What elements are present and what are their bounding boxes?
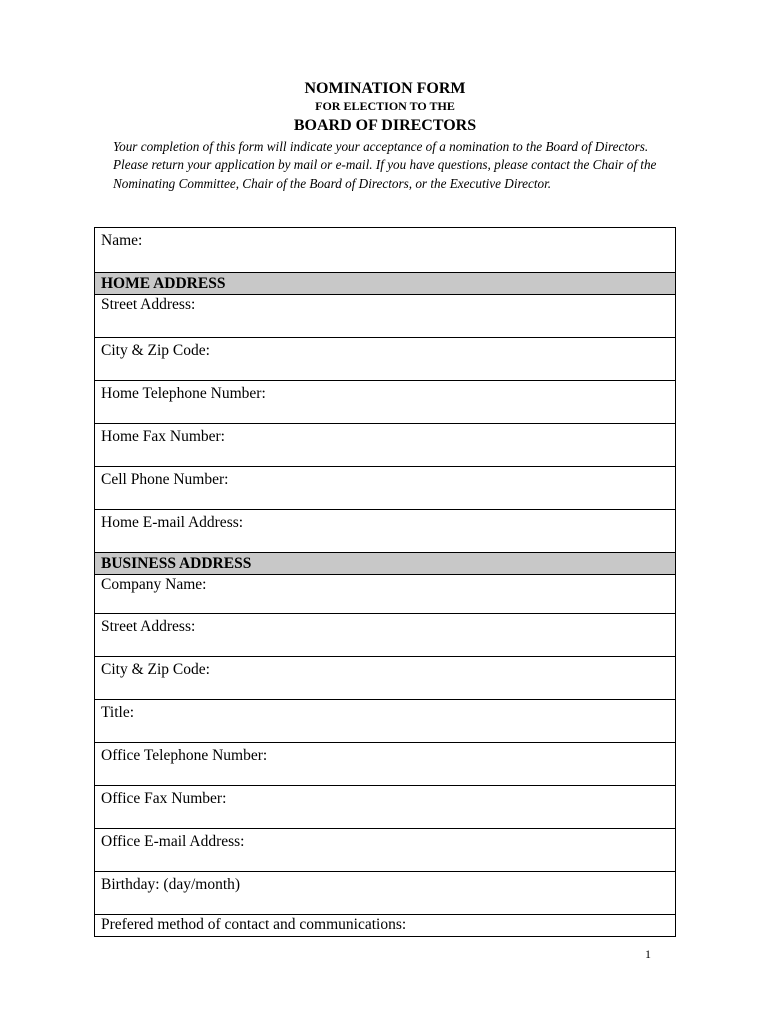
home-city-zip-field[interactable]	[95, 338, 675, 381]
home-street-label: Street Address:	[101, 296, 196, 313]
business-city-zip-field[interactable]	[95, 657, 675, 700]
office-email-label: Office E-mail Address:	[101, 833, 245, 850]
home-email-field[interactable]	[95, 510, 675, 553]
home-fax-label: Home Fax Number:	[101, 428, 225, 445]
office-telephone-label: Office Telephone Number:	[101, 747, 268, 764]
nomination-form-table	[94, 227, 676, 937]
office-telephone-field[interactable]	[95, 743, 675, 786]
birthday-field[interactable]	[95, 872, 675, 915]
home-email-label: Home E-mail Address:	[101, 514, 244, 531]
board-title: BOARD OF DIRECTORS	[293, 117, 477, 134]
form-title: NOMINATION FORM	[304, 80, 466, 97]
company-name-label: Company Name:	[101, 576, 207, 593]
cell-phone-field[interactable]	[95, 467, 675, 510]
page-number: 1	[645, 947, 651, 961]
form-subtitle: FOR ELECTION TO THE	[315, 99, 455, 113]
title-label: Title:	[101, 704, 135, 721]
office-email-field[interactable]	[95, 829, 675, 872]
home-fax-field[interactable]	[95, 424, 675, 467]
contact-method-field[interactable]	[95, 915, 675, 937]
home-city-zip-label: City & Zip Code:	[101, 342, 210, 359]
home-address-heading: HOME ADDRESS	[95, 273, 675, 295]
office-fax-field[interactable]	[95, 786, 675, 829]
home-street-field[interactable]	[95, 295, 675, 338]
name-field[interactable]	[95, 228, 675, 273]
business-address-heading: BUSINESS ADDRESS	[95, 553, 675, 575]
title-field[interactable]	[95, 700, 675, 743]
business-street-label: Street Address:	[101, 618, 196, 635]
office-fax-label: Office Fax Number:	[101, 790, 227, 807]
business-street-field[interactable]	[95, 614, 675, 657]
home-telephone-label: Home Telephone Number:	[101, 385, 266, 402]
home-telephone-field[interactable]	[95, 381, 675, 424]
cell-phone-label: Cell Phone Number:	[101, 471, 229, 488]
contact-method-label: Prefered method of contact and communications:	[101, 916, 407, 933]
company-name-field[interactable]	[95, 575, 675, 614]
business-city-zip-label: City & Zip Code:	[101, 661, 210, 678]
name-label: Name:	[101, 232, 143, 249]
intro-text: Your completion of this form will indicate your acceptance of a nomination to the Board of Directors. Please return your application by mail or e-mail. If you have questions, please contact the Chair of the Nominating Committee, Chair of the Board of Directors, or the Executive Director.	[113, 139, 657, 191]
birthday-label: Birthday: (day/month)	[101, 876, 241, 893]
